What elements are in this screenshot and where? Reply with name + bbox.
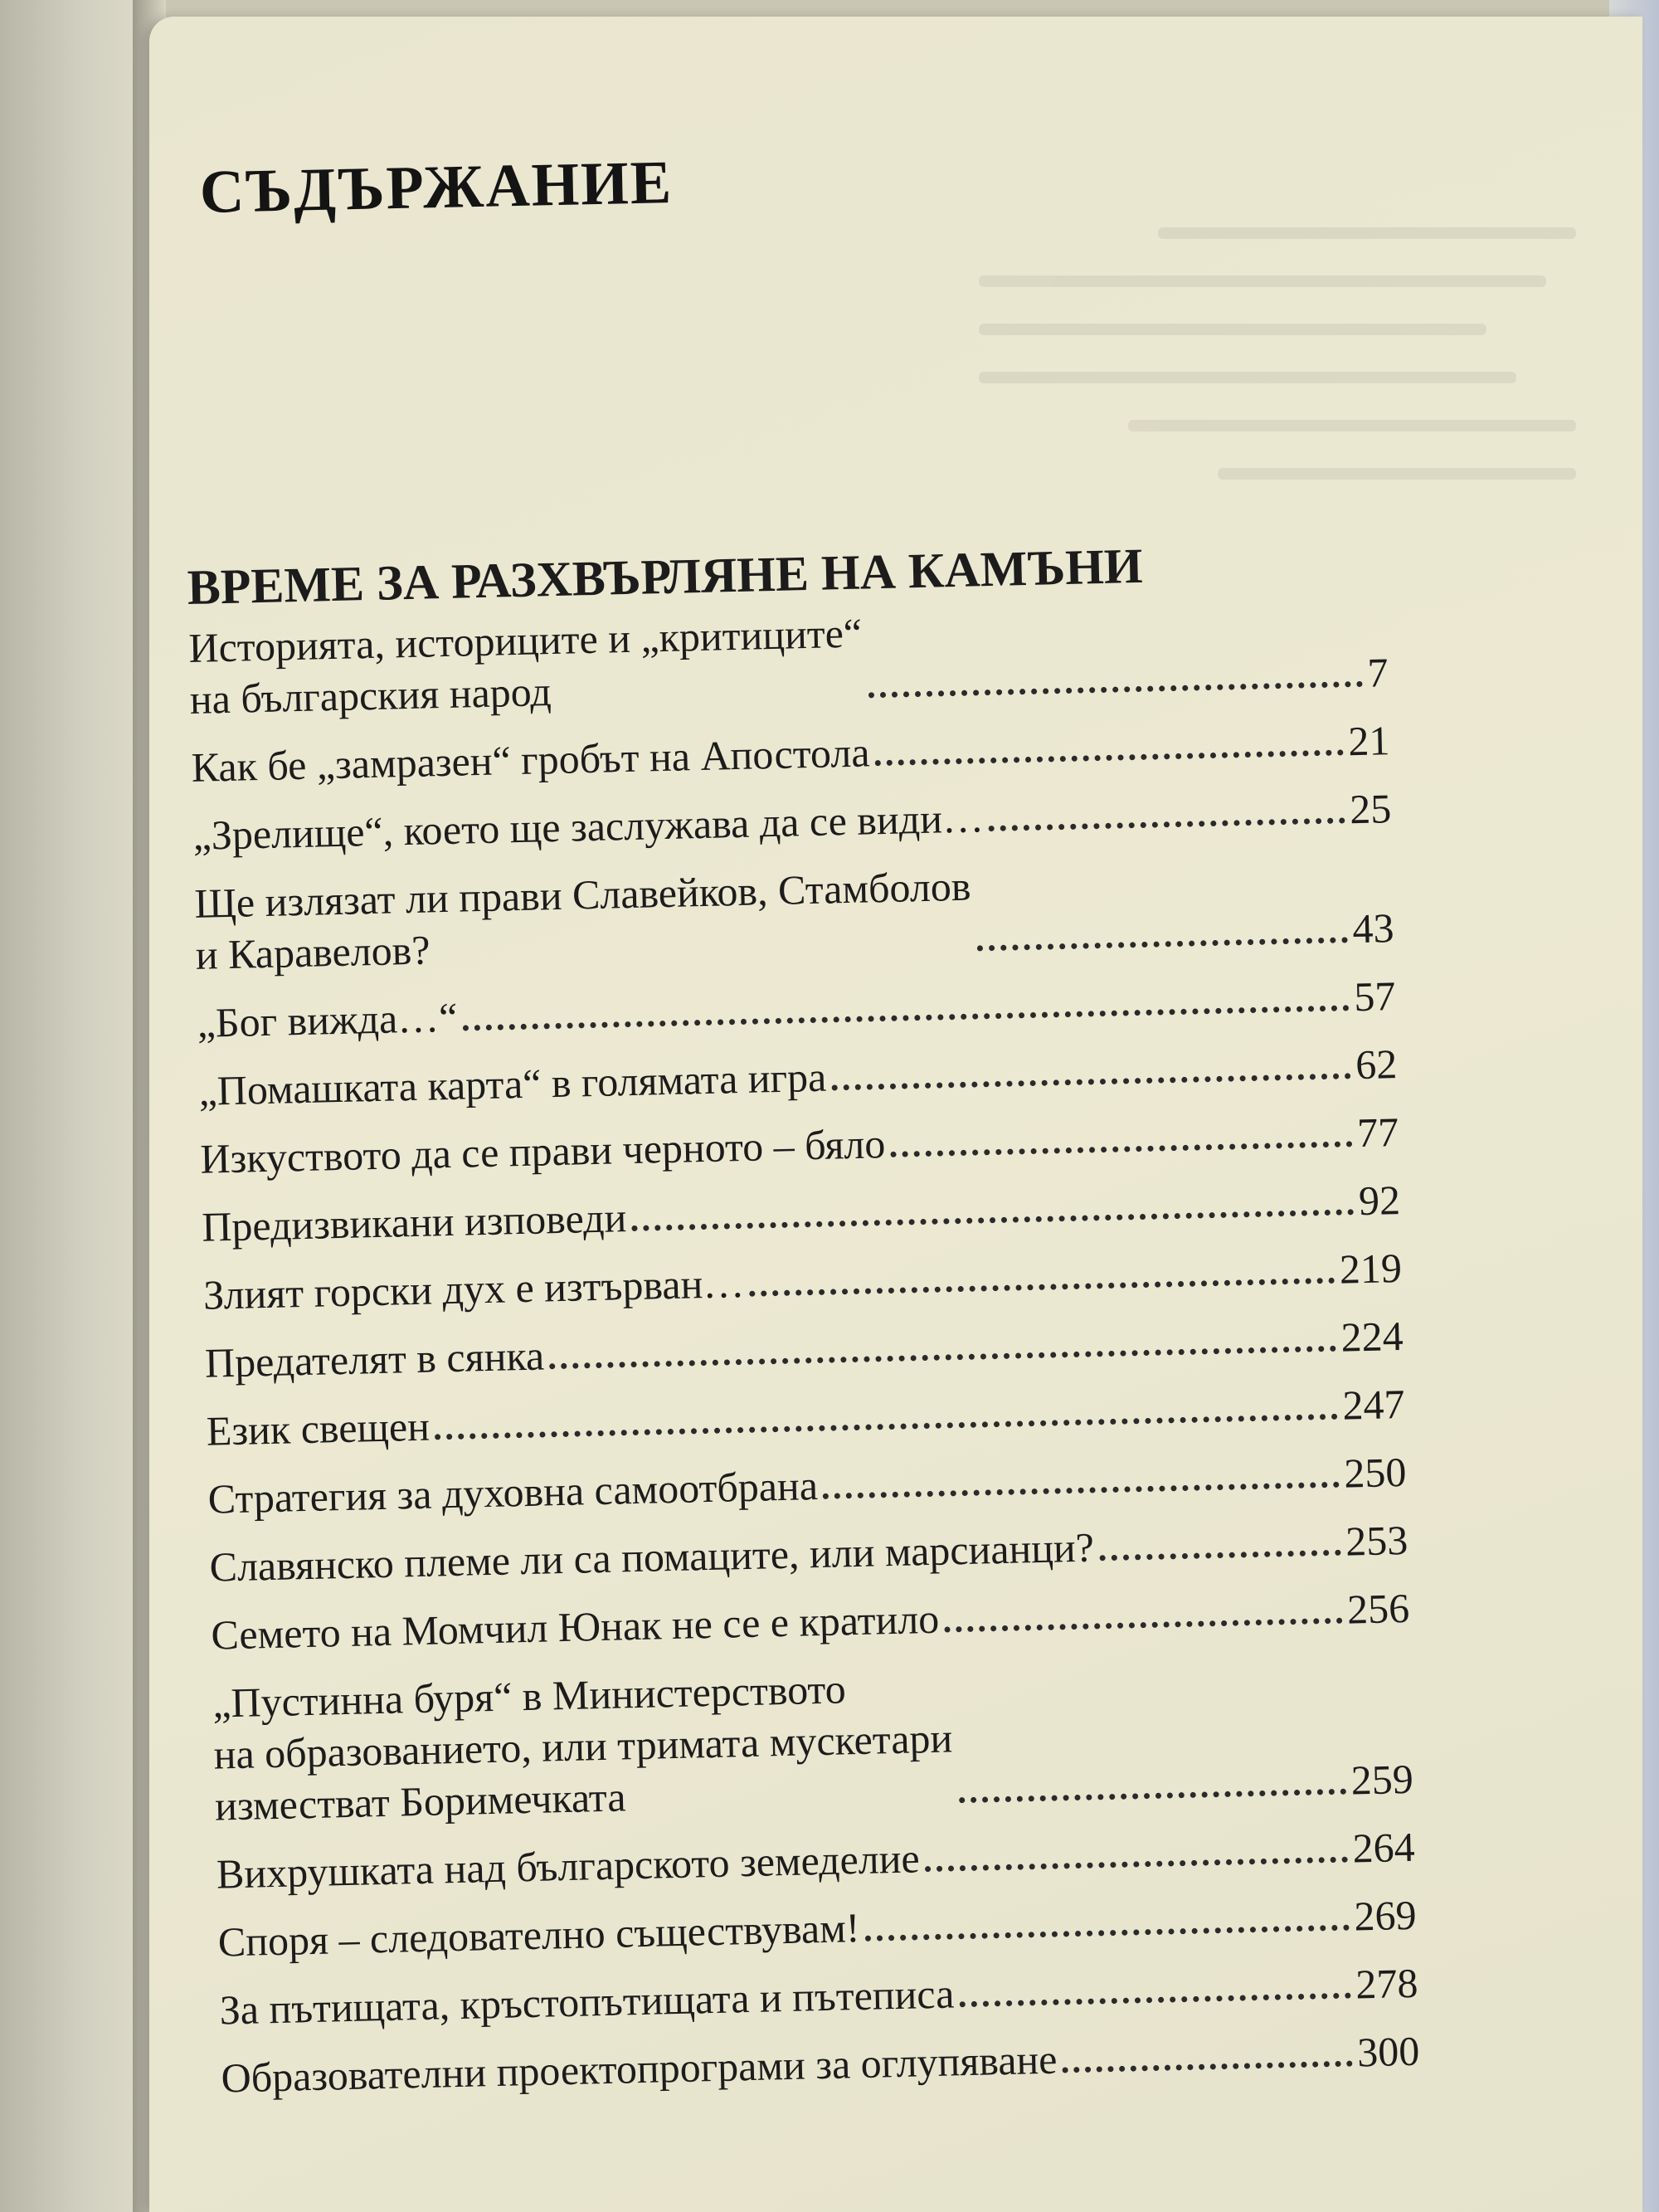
toc-entry [197, 970, 1396, 1049]
toc-entry [216, 1821, 1415, 1900]
dot-leader [977, 937, 1348, 951]
toc-entry [200, 1106, 1399, 1185]
toc-entry [219, 1957, 1418, 2036]
entry-title: Език свещен [206, 1402, 431, 1454]
dot-leader [831, 1073, 1350, 1090]
entry-title: „Зрелище“, което ще заслужава да се види… [192, 794, 985, 859]
entry-title: Историята, историците и „критиците“ на българския народ [187, 609, 863, 723]
entry-title: Ще излязат ли прави Славейков, Стамболов и Каравелов? [193, 862, 971, 978]
entry-page: 7 [1366, 649, 1389, 696]
dot-leader [989, 817, 1345, 831]
dot-leader [865, 1925, 1350, 1942]
toc-entry [209, 1514, 1408, 1593]
entry-page: 250 [1343, 1448, 1408, 1497]
entry-page: 21 [1347, 717, 1391, 765]
dot-leader [1063, 2061, 1353, 2073]
toc-entry [194, 850, 1394, 981]
toc-entry [211, 1582, 1410, 1661]
table-of-contents [187, 530, 1420, 2120]
toc-entry [212, 1650, 1414, 1832]
toc-entry [207, 1446, 1407, 1525]
entry-page: 92 [1358, 1177, 1401, 1225]
entry-page: 57 [1353, 972, 1396, 1021]
entry-page: 259 [1350, 1755, 1414, 1804]
entry-title: „Помашката карта“ в голямата игра [197, 1053, 827, 1114]
dot-leader [631, 1209, 1354, 1231]
entry-page: 269 [1353, 1891, 1418, 1940]
entry-page: 264 [1352, 1823, 1416, 1872]
dot-leader [890, 1141, 1352, 1157]
entry-title: Стратегия за духовна самоотбрана [207, 1462, 819, 1523]
entry-title: Семето на Момчил Юнак не се е кратило [210, 1595, 940, 1659]
entry-title: За пътищата, кръстопътищата и пътеписа [219, 1970, 955, 2034]
dot-leader [823, 1482, 1340, 1499]
toc-entry [202, 1242, 1402, 1321]
toc-entry [217, 1889, 1417, 1968]
entry-title: Как бе „замразен“ гробът на Апостола [191, 728, 871, 791]
dot-leader [959, 1993, 1350, 2008]
entry-title: „Бог вижда…“ [197, 993, 458, 1046]
entry-page: 300 [1356, 2027, 1420, 2076]
entry-page: 62 [1355, 1040, 1398, 1089]
toc-entry [198, 1038, 1398, 1117]
entry-page: 43 [1351, 904, 1395, 953]
dot-leader [875, 749, 1344, 766]
page-title: СЪДЪРЖАНИЕ [199, 149, 674, 227]
entry-title: Славянско племе ли са помаците, или марсианци? [208, 1523, 1095, 1591]
dot-leader [1099, 1550, 1341, 1562]
dot-leader [925, 1857, 1348, 1873]
entry-title: Злият горски дух е изтърван… [202, 1259, 745, 1318]
entry-page: 256 [1346, 1584, 1410, 1633]
dot-leader [463, 1005, 1350, 1030]
toc-entry [188, 595, 1389, 725]
toc-entry [192, 782, 1392, 861]
dot-leader [868, 681, 1363, 699]
entry-title: Вихрушката над българското земеделие [216, 1834, 921, 1898]
entry-page: 247 [1341, 1380, 1406, 1429]
entry-page: 224 [1340, 1312, 1404, 1361]
entry-page: 278 [1355, 1959, 1418, 2008]
dot-leader [944, 1618, 1342, 1633]
dot-leader [435, 1414, 1338, 1440]
dot-leader [959, 1789, 1346, 1804]
toc-entry [221, 2025, 1420, 2104]
entry-title: Изкуството да се прави черното – бяло [199, 1120, 886, 1182]
dot-leader [749, 1278, 1335, 1297]
entry-title: Предизвикани изповеди [201, 1194, 627, 1250]
toc-entry [202, 1174, 1401, 1253]
entry-title: Предателят в сянка [204, 1332, 545, 1386]
entry-title: Споря – следователно съществувам! [217, 1904, 860, 1966]
dot-leader [549, 1346, 1336, 1370]
entry-page: 77 [1356, 1108, 1399, 1157]
entry-page: 253 [1345, 1516, 1408, 1565]
toc-entry [204, 1310, 1404, 1389]
entry-page: 25 [1349, 785, 1392, 833]
section-title: ВРЕМЕ ЗА РАЗХВЪРЛЯНЕ НА КАМЪНИ [187, 538, 1144, 615]
toc-entry [191, 714, 1390, 793]
left-page-edge [0, 0, 153, 2212]
entry-page: 219 [1339, 1244, 1403, 1293]
entry-title: „Пустинна буря“ в Министерството на образованието, или тримата мускетари изместват Боримечката [212, 1665, 953, 1830]
toc-entry [206, 1378, 1405, 1457]
entry-title: Образователни проектопрограми за оглупяване [220, 2035, 1058, 2102]
